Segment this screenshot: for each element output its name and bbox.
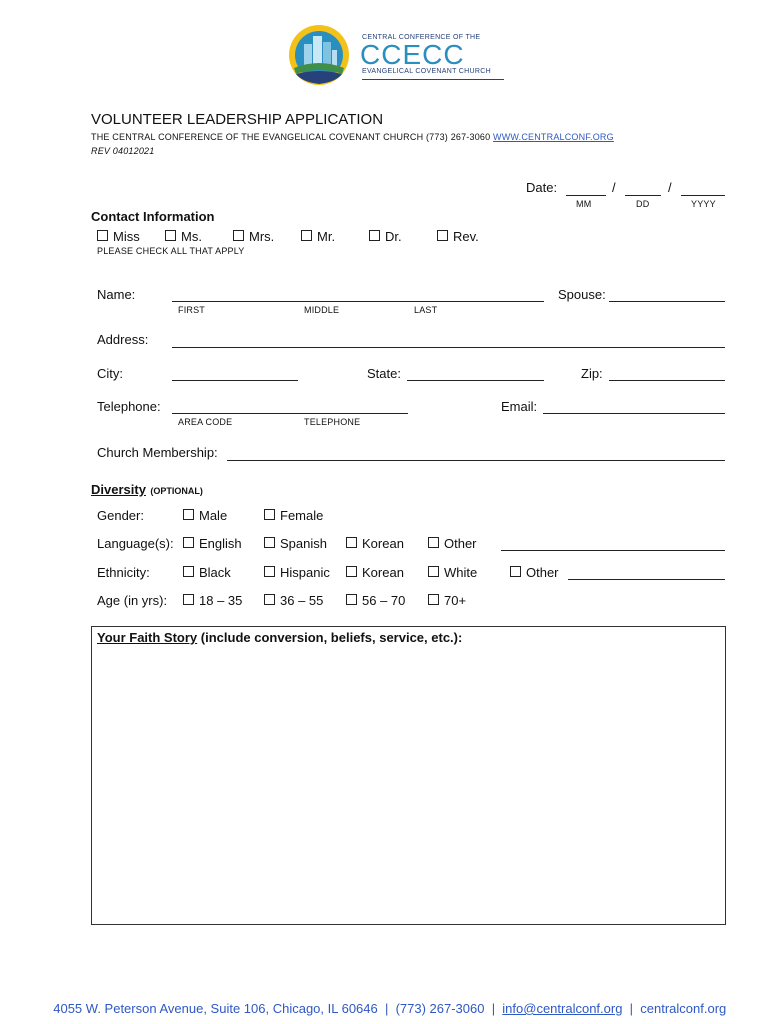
zip-field[interactable]	[609, 380, 725, 381]
checkbox-box	[264, 509, 275, 520]
name-field[interactable]	[172, 301, 544, 302]
telephone-caption: TELEPHONE	[304, 417, 361, 427]
language-korean-checkbox[interactable]: Korean	[346, 536, 404, 551]
checkbox-box	[437, 230, 448, 241]
city-field[interactable]	[172, 380, 298, 381]
gender-female-checkbox[interactable]: Female	[264, 508, 323, 523]
org-name-phone: THE CENTRAL CONFERENCE OF THE EVANGELICAL COVENANT CHURCH (773) 267-3060	[91, 132, 491, 142]
footer	[46, 986, 726, 1016]
ethnicity-other-checkbox[interactable]: Other	[510, 565, 559, 580]
date-yyyy-caption: YYYY	[691, 199, 716, 209]
telephone-field[interactable]	[172, 413, 408, 414]
checkbox-box	[183, 537, 194, 548]
zip-label: Zip:	[581, 366, 603, 381]
date-sep-2: /	[668, 180, 672, 195]
title-dr-checkbox[interactable]: Dr.	[369, 229, 402, 244]
org-line	[91, 132, 614, 142]
ethnicity-black-checkbox[interactable]: Black	[183, 565, 231, 580]
checkbox-box	[301, 230, 312, 241]
checkbox-box	[264, 566, 275, 577]
last-caption: LAST	[414, 305, 438, 315]
checkbox-box	[183, 594, 194, 605]
spouse-field[interactable]	[609, 301, 725, 302]
faith-story-heading	[97, 630, 462, 645]
date-mm-caption: MM	[576, 199, 592, 209]
email-field[interactable]	[543, 413, 725, 414]
checkbox-box	[428, 594, 439, 605]
contact-heading: Contact Information	[91, 209, 215, 224]
title-mr-checkbox[interactable]: Mr.	[301, 229, 335, 244]
faith-story-box[interactable]	[91, 626, 726, 925]
logo-main-text: CCECC	[360, 39, 465, 70]
age-70plus-checkbox[interactable]: 70+	[428, 593, 466, 608]
title-miss-checkbox[interactable]: Miss	[97, 229, 140, 244]
date-sep-1: /	[612, 180, 616, 195]
state-field[interactable]	[407, 380, 544, 381]
footer-address: 4055 W. Peterson Avenue, Suite 106, Chicago, IL 60646 | (773) 267-3060 |	[53, 1001, 503, 1016]
spouse-label: Spouse:	[558, 287, 606, 302]
date-month-field[interactable]	[566, 195, 606, 196]
address-label: Address:	[97, 332, 149, 347]
checkbox-box	[97, 230, 108, 241]
gender-label: Gender:	[97, 508, 144, 523]
checkbox-box	[510, 566, 521, 577]
ethnicity-other-field[interactable]	[568, 579, 725, 580]
checkbox-box	[264, 594, 275, 605]
gender-male-checkbox[interactable]: Male	[183, 508, 227, 523]
date-dd-caption: DD	[636, 199, 650, 209]
city-label: City:	[97, 366, 123, 381]
footer-separator: |	[622, 1001, 641, 1016]
optional-tag: (OPTIONAL)	[150, 486, 203, 496]
logo-emblem-icon	[288, 24, 350, 86]
age-18-35-checkbox[interactable]: 18 – 35	[183, 593, 242, 608]
age-56-70-checkbox[interactable]: 56 – 70	[346, 593, 405, 608]
footer-site[interactable]: centralconf.org	[640, 1001, 727, 1016]
language-other-field[interactable]	[501, 550, 725, 551]
language-spanish-checkbox[interactable]: Spanish	[264, 536, 327, 551]
logo	[288, 24, 508, 86]
checkbox-box	[346, 594, 357, 605]
address-field[interactable]	[172, 347, 725, 348]
title-rev-checkbox[interactable]: Rev.	[437, 229, 479, 244]
ethnicity-label: Ethnicity:	[97, 565, 150, 580]
checkbox-box	[346, 566, 357, 577]
website-link[interactable]: WWW.CENTRALCONF.ORG	[493, 132, 614, 142]
revision: REV 04012021	[91, 146, 155, 156]
date-day-field[interactable]	[625, 195, 661, 196]
date-year-field[interactable]	[681, 195, 725, 196]
language-english-checkbox[interactable]: English	[183, 536, 242, 551]
ethnicity-hispanic-checkbox[interactable]: Hispanic	[264, 565, 330, 580]
age-36-55-checkbox[interactable]: 36 – 55	[264, 593, 323, 608]
faith-story-title: Your Faith Story	[97, 630, 198, 645]
email-label: Email:	[501, 399, 538, 414]
check-all-note: PLEASE CHECK ALL THAT APPLY	[97, 246, 245, 256]
checkbox-box	[428, 537, 439, 548]
state-label: State:	[367, 366, 401, 381]
page-title: VOLUNTEER LEADERSHIP APPLICATION	[91, 111, 384, 128]
logo-sub-text: EVANGELICAL COVENANT CHURCH	[362, 68, 491, 75]
footer-email-link[interactable]: info@centralconf.org	[502, 1001, 623, 1016]
language-label: Language(s):	[97, 536, 174, 551]
church-field[interactable]	[227, 460, 725, 461]
name-label: Name:	[97, 287, 136, 302]
checkbox-box	[428, 566, 439, 577]
logo-top-text: CENTRAL CONFERENCE OF THE	[362, 34, 481, 41]
ethnicity-korean-checkbox[interactable]: Korean	[346, 565, 404, 580]
title-ms-checkbox[interactable]: Ms.	[165, 229, 202, 244]
diversity-title: Diversity	[91, 482, 146, 497]
diversity-heading	[91, 481, 203, 499]
first-caption: FIRST	[178, 305, 205, 315]
date-label: Date:	[526, 180, 558, 195]
checkbox-box	[183, 566, 194, 577]
checkbox-box	[165, 230, 176, 241]
checkbox-box	[264, 537, 275, 548]
ethnicity-white-checkbox[interactable]: White	[428, 565, 477, 580]
title-mrs-checkbox[interactable]: Mrs.	[233, 229, 274, 244]
middle-caption: MIDDLE	[304, 305, 340, 315]
language-other-checkbox[interactable]: Other	[428, 536, 477, 551]
logo-underline	[362, 79, 504, 80]
church-label: Church Membership:	[97, 445, 218, 460]
checkbox-box	[233, 230, 244, 241]
checkbox-box	[183, 509, 194, 520]
checkbox-box	[369, 230, 380, 241]
age-label: Age (in yrs):	[97, 593, 168, 608]
faith-story-note: (include conversion, beliefs, service, etc.):	[200, 630, 463, 645]
checkbox-box	[346, 537, 357, 548]
area-code-caption: AREA CODE	[178, 417, 233, 427]
telephone-label: Telephone:	[97, 399, 161, 414]
